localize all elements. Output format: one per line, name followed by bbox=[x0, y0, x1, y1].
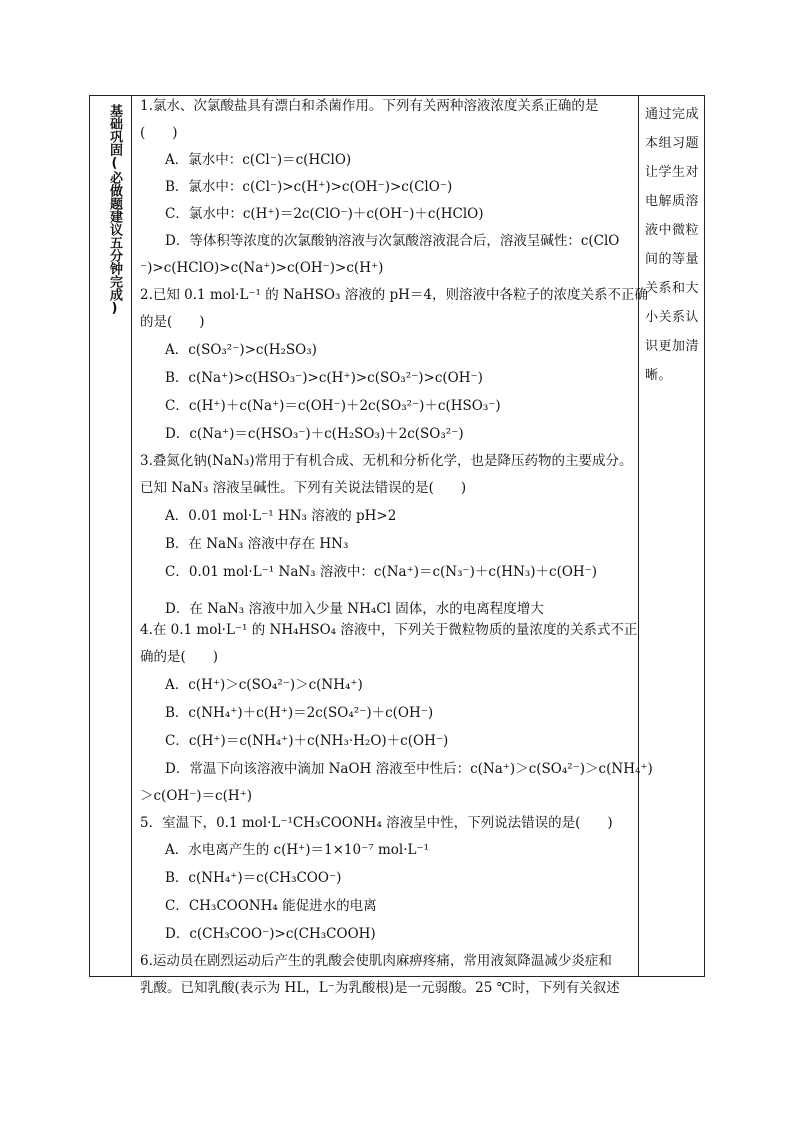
question-6-stem: 6.运动员在剧烈运动后产生的乳酸会使肌肉麻痹疼痛，常用液氮降温减少炎症和 bbox=[140, 953, 612, 969]
question-4-option-d-cont: ＞c(OH⁻)＝c(H⁺) bbox=[140, 788, 253, 804]
section-label: 基础巩固(必做题建议五分钟完成) bbox=[107, 104, 122, 316]
question-4-option-a: A．c(H⁺)＞c(SO₄²⁻)＞c(NH₄⁺) bbox=[165, 677, 363, 693]
question-6-stem-cont: 乳酸。已知乳酸(表示为 HL，L⁻为乳酸根)是一元弱酸。25 ℃时，下列有关叙述 bbox=[140, 980, 620, 996]
question-2-option-b: B．c(Na⁺)>c(HSO₃⁻)>c(H⁺)>c(SO₃²⁻)>c(OH⁻) bbox=[165, 370, 483, 386]
question-4-option-b: B．c(NH₄⁺)＋c(H⁺)＝2c(SO₄²⁻)＋c(OH⁻) bbox=[165, 705, 434, 721]
question-3-option-b: B．在 NaN₃ 溶液中存在 HN₃ bbox=[165, 536, 349, 552]
question-5-option-d: D．c(CH₃COO⁻)>c(CH₃COOH) bbox=[165, 926, 376, 942]
question-1-option-c: C．氯水中：c(H⁺)＝2c(ClO⁻)＋c(OH⁻)＋c(HClO) bbox=[165, 206, 484, 222]
question-3-stem: 3.叠氮化钠(NaN₃)常用于有机合成、无机和分析化学，也是降压药物的主要成分。 bbox=[140, 453, 633, 469]
question-1-option-a: A．氯水中：c(Cl⁻)＝c(HClO) bbox=[165, 152, 352, 168]
question-1-option-b: B．氯水中：c(Cl⁻)>c(H⁺)>c(OH⁻)>c(ClO⁻) bbox=[165, 179, 453, 195]
question-5-option-c: C．CH₃COONH₄ 能促进水的电离 bbox=[165, 898, 377, 914]
question-4-stem: 4.在 0.1 mol·L⁻¹ 的 NH₄HSO₄ 溶液中，下列关于微粒物质的量浓度的关系式不正 bbox=[140, 622, 638, 638]
question-3-option-a: A．0.01 mol·L⁻¹ HN₃ 溶液的 pH>2 bbox=[165, 508, 397, 524]
question-2-option-c: C．c(H⁺)＋c(Na⁺)＝c(OH⁻)＋2c(SO₃²⁻)＋c(HSO₃⁻) bbox=[165, 398, 501, 414]
question-4-stem-cont: 确的是( ) bbox=[140, 649, 219, 665]
question-5-option-b: B．c(NH₄⁺)＝c(CH₃COO⁻) bbox=[165, 870, 342, 886]
question-4-option-d: D．常温下向该溶液中滴加 NaOH 溶液至中性后：c(Na⁺)＞c(SO₄²⁻)＞c(NH₄⁺) bbox=[165, 761, 653, 777]
question-3-option-c: C．0.01 mol·L⁻¹ NaN₃ 溶液中：c(Na⁺)＝c(N₃⁻)＋c(HN₃)＋c(OH⁻) bbox=[165, 564, 598, 580]
question-2-stem-cont: 的是( ) bbox=[140, 314, 205, 330]
question-3-option-d: D．在 NaN₃ 溶液中加入少量 NH₄Cl 固体，水的电离程度增大 bbox=[165, 601, 544, 617]
question-2-stem: 2.已知 0.1 mol·L⁻¹ 的 NaHSO₃ 溶液的 pH＝4，则溶液中各粒子的浓度关系不正确 bbox=[140, 287, 649, 303]
question-5-option-a: A．水电离产生的 c(H⁺)＝1×10⁻⁷ mol·L⁻¹ bbox=[165, 842, 429, 858]
question-2-option-a: A．c(SO₃²⁻)>c(H₂SO₃) bbox=[165, 342, 317, 358]
question-5-stem: 5．室温下，0.1 mol·L⁻¹CH₃COONH₄ 溶液呈中性，下列说法错误的是( ) bbox=[140, 815, 613, 831]
question-3-stem-cont: 已知 NaN₃ 溶液呈碱性。下列有关说法错误的是( ) bbox=[140, 480, 467, 496]
section-label-cell bbox=[90, 96, 132, 976]
question-1-option-d-cont: ⁻)>c(HClO)>c(Na⁺)>c(OH⁻)>c(H⁺) bbox=[140, 260, 384, 276]
question-1-bracket: ( ) bbox=[140, 125, 178, 141]
question-1-option-d: D．等体积等浓度的次氯酸钠溶液与次氯酸溶液混合后，溶液呈碱性：c(ClO bbox=[165, 233, 620, 249]
question-1-stem: 1.氯水、次氯酸盐具有漂白和杀菌作用。下列有关两种溶液浓度关系正确的是 bbox=[140, 98, 599, 114]
question-4-option-c: C．c(H⁺)＝c(NH₄⁺)＋c(NH₃·H₂O)＋c(OH⁻) bbox=[165, 733, 449, 749]
question-2-option-d: D．c(Na⁺)＝c(HSO₃⁻)＋c(H₂SO₃)＋2c(SO₃²⁻) bbox=[165, 426, 464, 442]
teaching-note: 通过完成本组习题让学生对电解质溶液中微粒间的等量关系和大小关系认识更加清晰。 bbox=[645, 107, 700, 383]
